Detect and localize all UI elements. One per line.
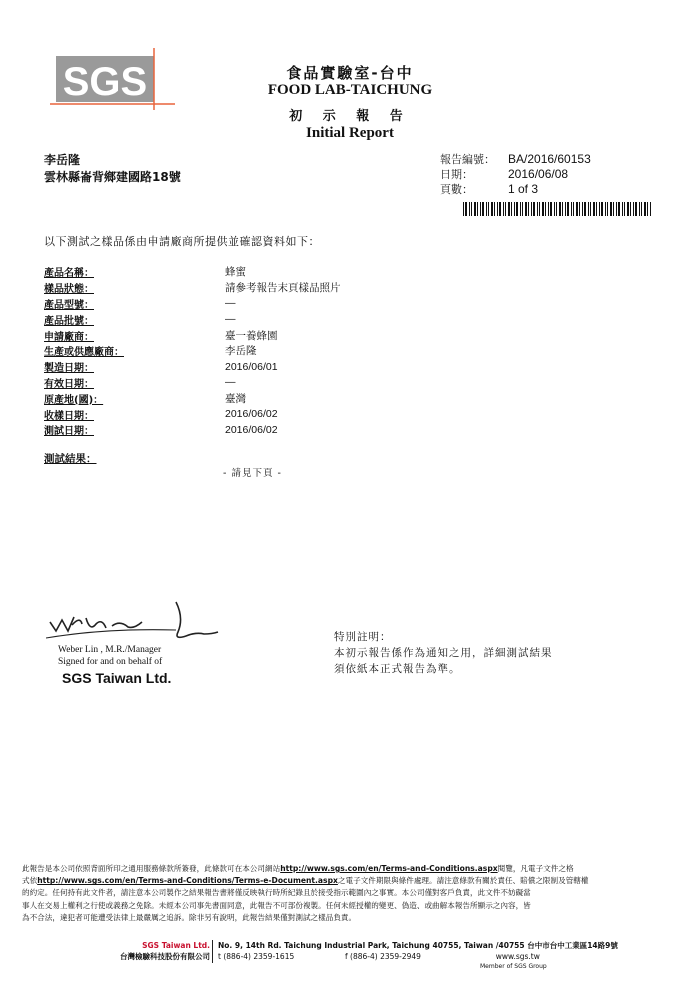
sample-fields — [44, 264, 341, 438]
field-label: 收樣日期： — [44, 410, 94, 422]
signature-image — [46, 598, 246, 644]
customer-name: 李岳隆 — [44, 153, 81, 167]
field-value: — — [225, 313, 236, 326]
footer-line: 事人在交易上權利之行使或義務之免除。未經本公司事先書面同意，此報告不可部份複製。任何未經授權的變更、偽造、或曲解本報告所顯示之內容，皆 — [22, 900, 531, 910]
field-value: — — [225, 297, 236, 310]
field-value: 2016/06/02 — [225, 408, 278, 421]
field-row-test-date — [44, 422, 341, 438]
fax: f (886-4) 2359-2949 — [345, 952, 421, 961]
field-row-product-name — [44, 264, 341, 280]
field-value: 臺一養蜂園 — [225, 329, 278, 342]
special-note — [334, 629, 553, 677]
field-label: 生產或供應廠商： — [44, 347, 124, 359]
terms-e-document-link[interactable]: http://www.sgs.com/en/Terms-and-Conditions/Terms-e-Document.aspx — [37, 876, 338, 886]
meta-label: 頁數： — [440, 183, 473, 196]
field-label: 申請廠商： — [44, 331, 94, 343]
field-value: 蜂蜜 — [225, 266, 246, 279]
field-row-origin — [44, 390, 341, 406]
field-row-batch — [44, 311, 341, 327]
footer-line: 此報告是本公司依照背面所印之通用服務條款所簽發，此條款可在本公司網站http://www.sgs.com/en/Terms-and-Conditions.aspx閱覽，凡電子文件之格 — [22, 864, 574, 873]
field-value: 臺灣 — [225, 392, 246, 405]
meta-label: 日期： — [440, 168, 473, 181]
member-text: Member of SGS Group — [480, 963, 547, 970]
intro-text: 以下測試之樣品係由申請廠商所提供並確認資料如下： — [44, 235, 320, 248]
field-row-manufacture-date — [44, 359, 341, 375]
report-meta — [440, 152, 591, 197]
address-line: No. 9, 14th Rd. Taichung Industrial Park, Taichung 40755, Taiwan /40755 台中市台中工業區14路9號 — [218, 941, 618, 950]
lab-title-zh: 食品實驗室-台中 — [286, 64, 414, 82]
terms-link[interactable]: http://www.sgs.com/en/Terms-and-Conditions.aspx — [280, 864, 498, 873]
field-row-manufacturer — [44, 343, 341, 359]
legal-footer — [22, 863, 667, 924]
website: www.sgs.tw — [495, 952, 540, 961]
field-value: — — [225, 376, 236, 389]
field-row-model — [44, 296, 341, 312]
field-row-sample-state — [44, 280, 341, 296]
meta-value: BA/2016/60153 — [508, 152, 591, 166]
field-label: 測試日期： — [44, 426, 94, 438]
field-label: 產品批號： — [44, 315, 94, 327]
footer-line: 的約定。任何持有此文件者，請注意本公司製作之結果報告書將僅反映執行時所紀錄且於接受指示範圍內之事實。本公司僅對客戶負責，此文件不妨礙當 — [22, 888, 531, 898]
meta-row-number — [440, 152, 591, 167]
customer-block — [44, 152, 181, 186]
address-divider — [212, 940, 213, 963]
field-row-receive-date — [44, 406, 341, 422]
note-title: 特別註明： — [334, 631, 392, 643]
field-label: 樣品狀態： — [44, 284, 94, 296]
footer-line: 為不合法，違犯者可能遭受法律上最嚴厲之追訴。除非另有說明，此報告結果僅對測試之樣品負責。 — [22, 912, 357, 922]
footer-line: 式依http://www.sgs.com/en/Terms-and-Conditions/Terms-e-Document.aspx之電子文件期限與條件處理。請注意條款有關於責任、賠償之限制及管轄權 — [22, 876, 589, 886]
field-value: 請參考報告末頁樣品照片 — [225, 282, 341, 295]
signatory-block — [58, 644, 162, 668]
field-label: 產品名稱： — [44, 268, 94, 280]
lab-title-en: FOOD LAB-TAICHUNG — [267, 82, 433, 98]
customer-address: 雲林縣崙背鄉建國路18號 — [44, 170, 181, 184]
field-value: 2016/06/02 — [225, 423, 278, 436]
meta-row-date — [440, 167, 591, 182]
see-next-page: - 請見下頁 - — [223, 468, 282, 479]
field-value: 2016/06/01 — [225, 360, 278, 373]
meta-value: 1 of 3 — [508, 182, 539, 196]
contact-line — [218, 951, 540, 962]
report-type-zh: 初 示 報 告 — [289, 109, 411, 124]
svg-text:SGS: SGS — [62, 60, 148, 104]
report-type-en: Initial Report — [306, 125, 394, 141]
note-line: 須依紙本正式報告為準。 — [334, 663, 461, 675]
field-label: 製造日期： — [44, 363, 94, 375]
signatory-name: Weber Lin , M.R./Manager — [58, 645, 162, 655]
signed-for-text: Signed for and on behalf of — [58, 657, 163, 667]
meta-row-pages — [440, 182, 591, 197]
company-name: SGS Taiwan Ltd. — [62, 670, 172, 686]
note-line: 本初示報告係作為通知之用，詳細測試結果 — [334, 647, 553, 659]
barcode — [463, 201, 653, 215]
company-zh: 台灣檢驗科技股份有限公司 — [120, 952, 210, 961]
field-label: 有效日期： — [44, 378, 94, 390]
meta-label: 報告編號： — [440, 153, 495, 166]
company-en: SGS Taiwan Ltd. — [142, 941, 210, 950]
meta-value: 2016/06/08 — [508, 167, 569, 181]
phone: t (886-4) 2359-1615 — [218, 952, 295, 961]
test-results-label: 測試結果： — [44, 453, 97, 465]
field-row-applicant — [44, 327, 341, 343]
field-row-expiry-date — [44, 375, 341, 391]
field-label: 原產地(國)： — [44, 394, 104, 406]
field-label: 產品型號： — [44, 299, 94, 311]
field-value: 李岳隆 — [225, 345, 257, 358]
